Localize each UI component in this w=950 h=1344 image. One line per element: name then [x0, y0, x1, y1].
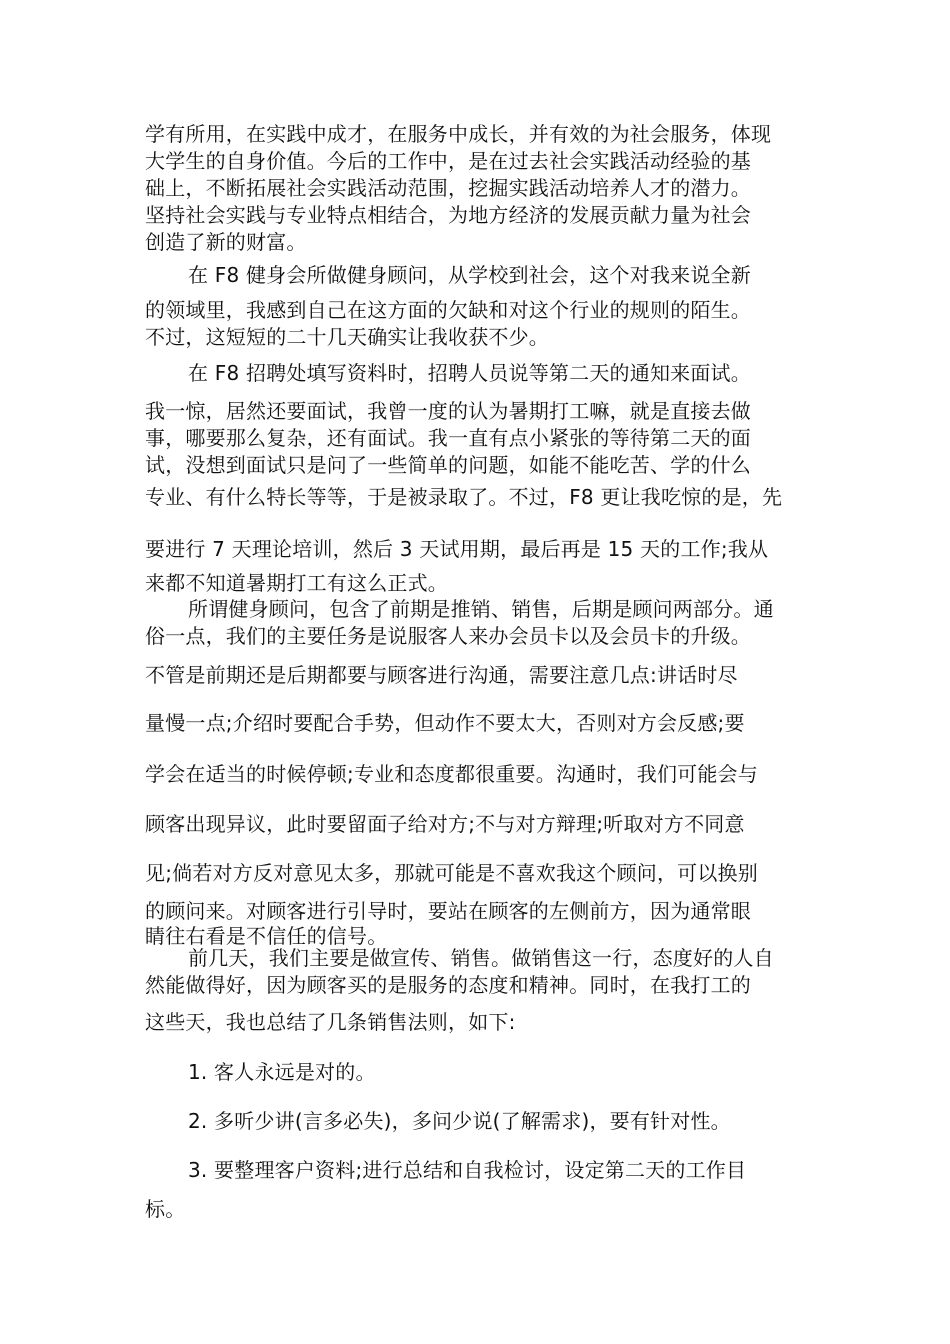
text-line: 前几天，我们主要是做宣传、销售。做销售这一行，态度好的人自	[188, 946, 774, 970]
text-line: 学有所用，在实践中成才，在服务中成长，并有效的为社会服务，体现	[145, 122, 772, 146]
text-line: 我一惊，居然还要面试，我曾一度的认为暑期打工嘛，就是直接去做	[145, 399, 751, 423]
text-line: 要进行 7 天理论培训，然后 3 天试用期，最后再是 15 天的工作;我从	[145, 537, 769, 561]
text-line: 不过，这短短的二十几天确实让我收获不少。	[145, 325, 549, 349]
text-line: 专业、有什么特长等等，于是被录取了。不过，F8 更让我吃惊的是，先	[145, 485, 783, 509]
text-line: 见;倘若对方反对意见太多，那就可能是不喜欢我这个顾问，可以换别	[145, 861, 758, 885]
list-item: 2. 多听少讲(言多必失)，多问少说(了解需求)，要有针对性。	[188, 1109, 731, 1133]
text-line: 的领域里，我感到自己在这方面的欠缺和对这个行业的规则的陌生。	[145, 298, 751, 322]
text-line: 顾客出现异议，此时要留面子给对方;不与对方辩理;听取对方不同意	[145, 812, 745, 836]
text-line: 这些天，我也总结了几条销售法则，如下:	[145, 1010, 516, 1034]
text-line: 睛往右看是不信任的信号。	[145, 924, 388, 948]
text-line: 在 F8 招聘处填写资料时，招聘人员说等第二天的通知来面试。	[188, 361, 751, 385]
text-line: 量慢一点;介绍时要配合手势，但动作不要太大，否则对方会反感;要	[145, 711, 745, 735]
list-item: 1. 客人永远是对的。	[188, 1060, 376, 1084]
text-line: 学会在适当的时候停顿;专业和态度都很重要。沟通时，我们可能会与	[145, 762, 758, 786]
text-line: 础上，不断拓展社会实践活动范围，挖掘实践活动培养人才的潜力。	[145, 176, 751, 200]
text-line: 创造了新的财富。	[145, 230, 307, 254]
text-line: 然能做得好，因为顾客买的是服务的态度和精神。同时，在我打工的	[145, 973, 751, 997]
text-line: 坚持社会实践与专业特点相结合，为地方经济的发展贡献力量为社会	[145, 203, 751, 227]
list-item: 3. 要整理客户资料;进行总结和自我检讨，设定第二天的工作目	[188, 1158, 747, 1182]
text-line: 标。	[145, 1197, 186, 1221]
text-line: 试，没想到面试只是问了一些简单的问题，如能不能吃苦、学的什么	[145, 453, 751, 477]
text-line: 在 F8 健身会所做健身顾问，从学校到社会，这个对我来说全新	[188, 263, 751, 287]
text-line: 事，哪要那么复杂，还有面试。我一直有点小紧张的等待第二天的面	[145, 426, 751, 450]
text-line: 所谓健身顾问，包含了前期是推销、销售，后期是顾问两部分。通	[188, 597, 774, 621]
text-line: 的顾问来。对顾客进行引导时，要站在顾客的左侧前方，因为通常眼	[145, 899, 751, 923]
text-line: 大学生的自身价值。今后的工作中，是在过去社会实践活动经验的基	[145, 149, 751, 173]
text-line: 来都不知道暑期打工有这么正式。	[145, 571, 448, 595]
text-line: 俗一点，我们的主要任务是说服客人来办会员卡以及会员卡的升级。	[145, 624, 751, 648]
text-line: 不管是前期还是后期都要与顾客进行沟通，需要注意几点:讲话时尽	[145, 663, 738, 687]
